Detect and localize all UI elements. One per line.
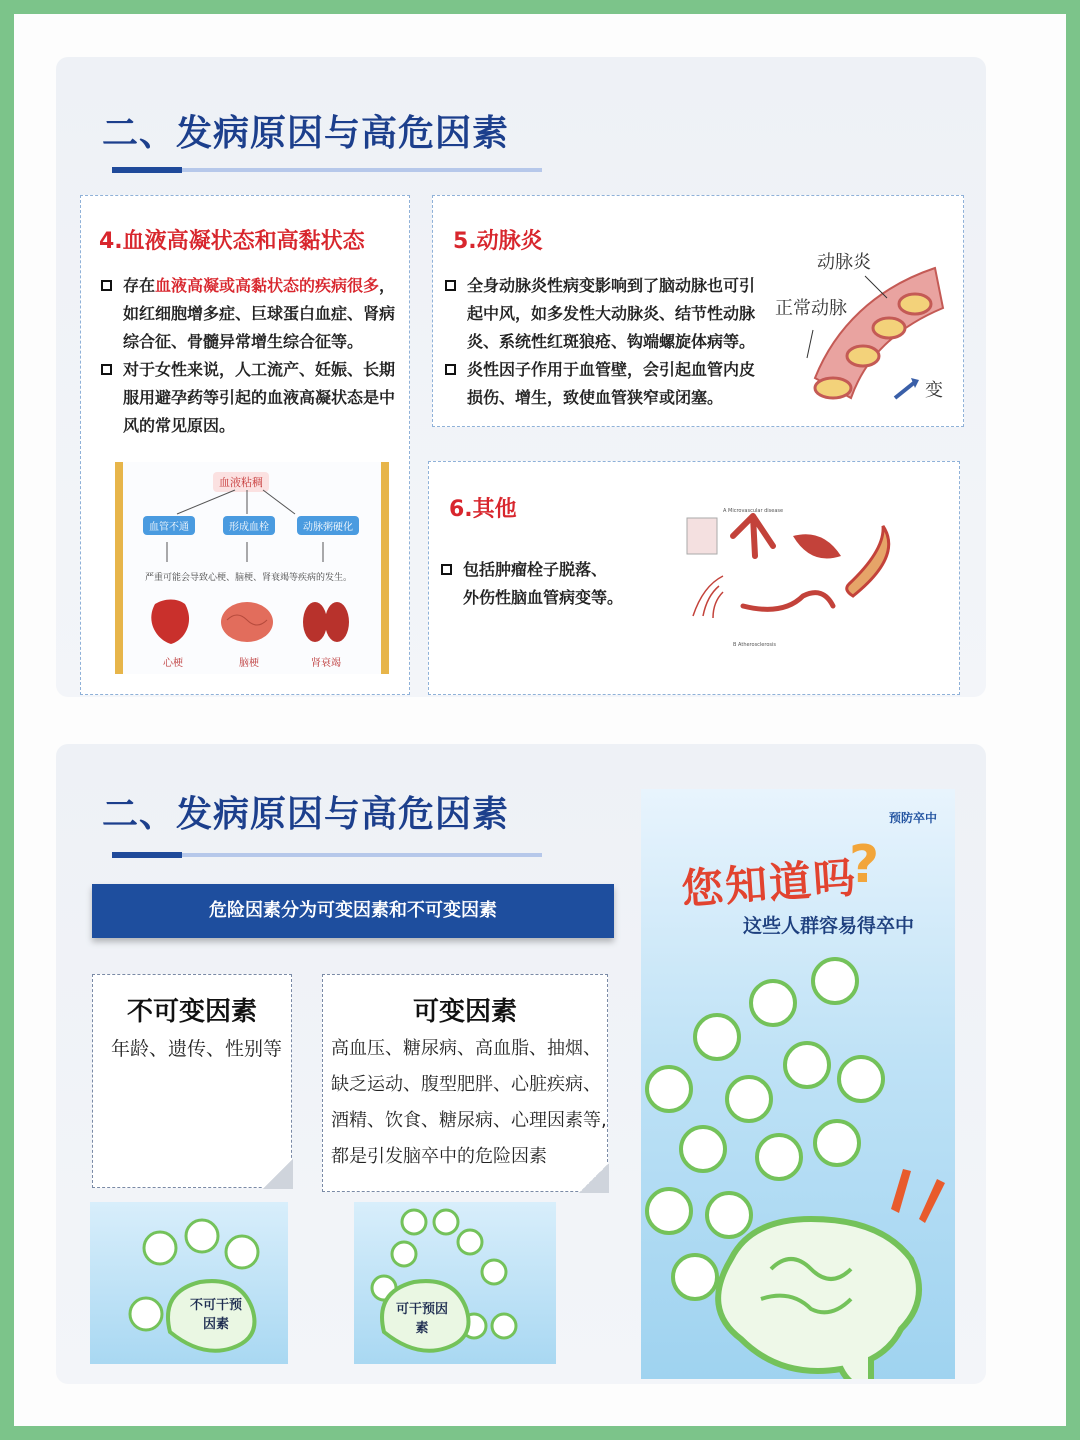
page-curl-icon <box>263 1159 293 1189</box>
caption-atherosclerosis: B Atherosclerosis <box>733 642 776 648</box>
bullet-item: 包括肿瘤栓子脱落、 外伤性脑血管病变等。 <box>441 556 661 612</box>
label-arteritis: 动脉炎 <box>817 252 871 273</box>
organ-label-brain: 脑梗 <box>239 658 259 669</box>
bullet-item: 炎性因子作用于血管壁，会引起血管内皮 损伤、增生，致使血管狭窄或闭塞。 <box>445 356 765 412</box>
page-canvas <box>14 14 1066 1426</box>
page-curl-icon <box>579 1163 609 1193</box>
card-title: 4.血液高凝状态和高黏状态 <box>99 229 365 254</box>
infographic-label: 不可干预因素 <box>189 1298 242 1332</box>
title-underline <box>112 167 542 173</box>
factor-text: 年龄、遗传、性别等 <box>111 1038 283 1060</box>
question-mark-icon: ? <box>849 835 880 895</box>
poster-headline: 您知道吗 <box>679 852 859 915</box>
factor-text: 高血压、糖尿病、高血脂、抽烟、 缺乏运动、腹型肥胖、心脏疾病、 酒精、饮食、糖尿病、心理因素等, 都是引发脑卒中的危险因素 <box>331 1038 607 1167</box>
card-title: 5.动脉炎 <box>453 229 543 254</box>
bullet-list <box>441 556 661 612</box>
title-underline <box>112 852 542 858</box>
card-title: 可变因素 <box>412 997 517 1027</box>
brain-risk-group-illustration <box>641 939 955 1379</box>
label-change: 变 <box>925 380 943 401</box>
label-normal-artery: 正常动脉 <box>775 298 847 319</box>
poster-subhead: 这些人群容易得卒中 <box>743 915 915 937</box>
card-non-modifiable-factors <box>92 974 292 1188</box>
checkbox-icon <box>445 364 456 375</box>
illustration-caption: 严重可能会导致心梗、脑梗、肾衰竭等疾病的发生。 <box>145 573 353 583</box>
card-arteritis <box>432 195 964 427</box>
caption-microvascular: A Microvascular disease <box>723 508 784 514</box>
poster-brand: 预防卒中 <box>888 811 937 825</box>
card-other-causes <box>428 461 960 695</box>
infographic-label: 可干预因素 <box>395 1302 448 1336</box>
bullet-list <box>101 272 401 440</box>
slide-causes-2 <box>56 744 986 1384</box>
vascular-disease-illustration <box>683 506 933 650</box>
modifiable-infographic <box>354 1202 556 1364</box>
checkbox-icon <box>101 280 112 291</box>
slide-causes-1 <box>56 57 986 697</box>
section-title: 二、发病原因与高危因素 <box>102 794 510 835</box>
artery-illustration <box>765 248 945 412</box>
risk-factor-banner: 危险因素分为可变因素和不可变因素 <box>92 884 614 938</box>
tag-atherosclerosis: 动脉粥硬化 <box>297 516 359 535</box>
checkbox-icon <box>441 564 452 575</box>
tag-thrombus: 形成血栓 <box>223 516 275 535</box>
checkbox-icon <box>101 364 112 375</box>
card-blood-hypercoagulability <box>80 195 410 695</box>
bullet-item: 存在血液高凝或高黏状态的疾病很多， 如红细胞增多症、巨球蛋白血症、肾病 综合征、骨髓异常增生综合征等。 <box>101 272 401 356</box>
tag-vessel-blocked: 血管不通 <box>143 516 195 535</box>
non-modifiable-infographic <box>90 1202 288 1364</box>
bullet-item: 对于女性来说，人工流产、妊娠、长期 服用避孕药等引起的血液高凝状态是中 风的常见原因。 <box>101 356 401 440</box>
card-modifiable-factors <box>322 974 608 1192</box>
card-title: 不可变因素 <box>126 997 257 1027</box>
bullet-list <box>445 272 765 412</box>
organ-label-heart: 心梗 <box>163 658 183 669</box>
organ-label-kidney: 肾衰竭 <box>311 658 341 669</box>
tag-blood-viscous: 血液粘稠 <box>213 472 269 492</box>
blood-viscosity-illustration <box>115 462 389 674</box>
section-title: 二、发病原因与高危因素 <box>102 113 510 154</box>
checkbox-icon <box>445 280 456 291</box>
card-title: 6.其他 <box>449 497 517 522</box>
bullet-item: 全身动脉炎性病变影响到了脑动脉也可引 起中风，如多发性大动脉炎、结节性动脉 炎、系统性红斑狼疮、钩端螺旋体病等。 <box>445 272 765 356</box>
stroke-risk-poster <box>641 789 955 1379</box>
